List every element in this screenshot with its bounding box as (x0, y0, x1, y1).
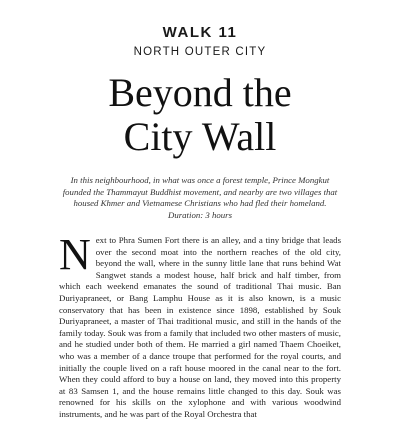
chapter-intro (62, 175, 338, 221)
chapter-title (0, 71, 400, 159)
body-paragraph: ext to Phra Sumen Fort there is an alley, and a tiny bridge that leads over the second moat into the northern reaches of the old city, beyond the wall, where in the sunny little lane that runs behind Wat Sangwet stands a modest house, half brick and half timber, from which each weekend emanates the sound of traditional Thai music. Ban Duriyapraneet, or Bang Lamphu House as it is also known, is a music conservatory that has been in existence since 1898, established by Souk Duriyapraneet, a master of Thai traditional music, and still in the hands of the family today. Souk was from a family that included two other masters of music, and he studied under both of them. He married a girl named Thaem Choeiket, who was a member of a dance troupe that performed for the royal courts, and initially the couple lived on a raft house moored in the canal near to the fort. When they could afford to buy a house on land, they moved into this property at 83 Samsen 1, and the house remains little changed to this day. Souk was renowned for his skills on the xylophone and with various woodwind instruments, and he was part of the Royal Orchestra that (59, 235, 341, 419)
walk-area-subtitle: NORTH OUTER CITY (133, 46, 267, 58)
intro-text: In this neighbourhood, in what was once a forest temple, Prince Mongkut founded the Thammayut Buddhist movement, and nearby are two villages that housed Khmer and Vietnamese Christians who had fled their homeland. (62, 175, 338, 208)
intro-duration: Duration: 3 hours (167, 209, 233, 220)
drop-cap: N (59, 230, 91, 279)
chapter-title-line-2: City Wall (123, 114, 277, 159)
chapter-title-line-1: Beyond the (108, 70, 292, 115)
walk-number-label: WALK 11 (162, 24, 238, 41)
chapter-body (59, 230, 341, 421)
